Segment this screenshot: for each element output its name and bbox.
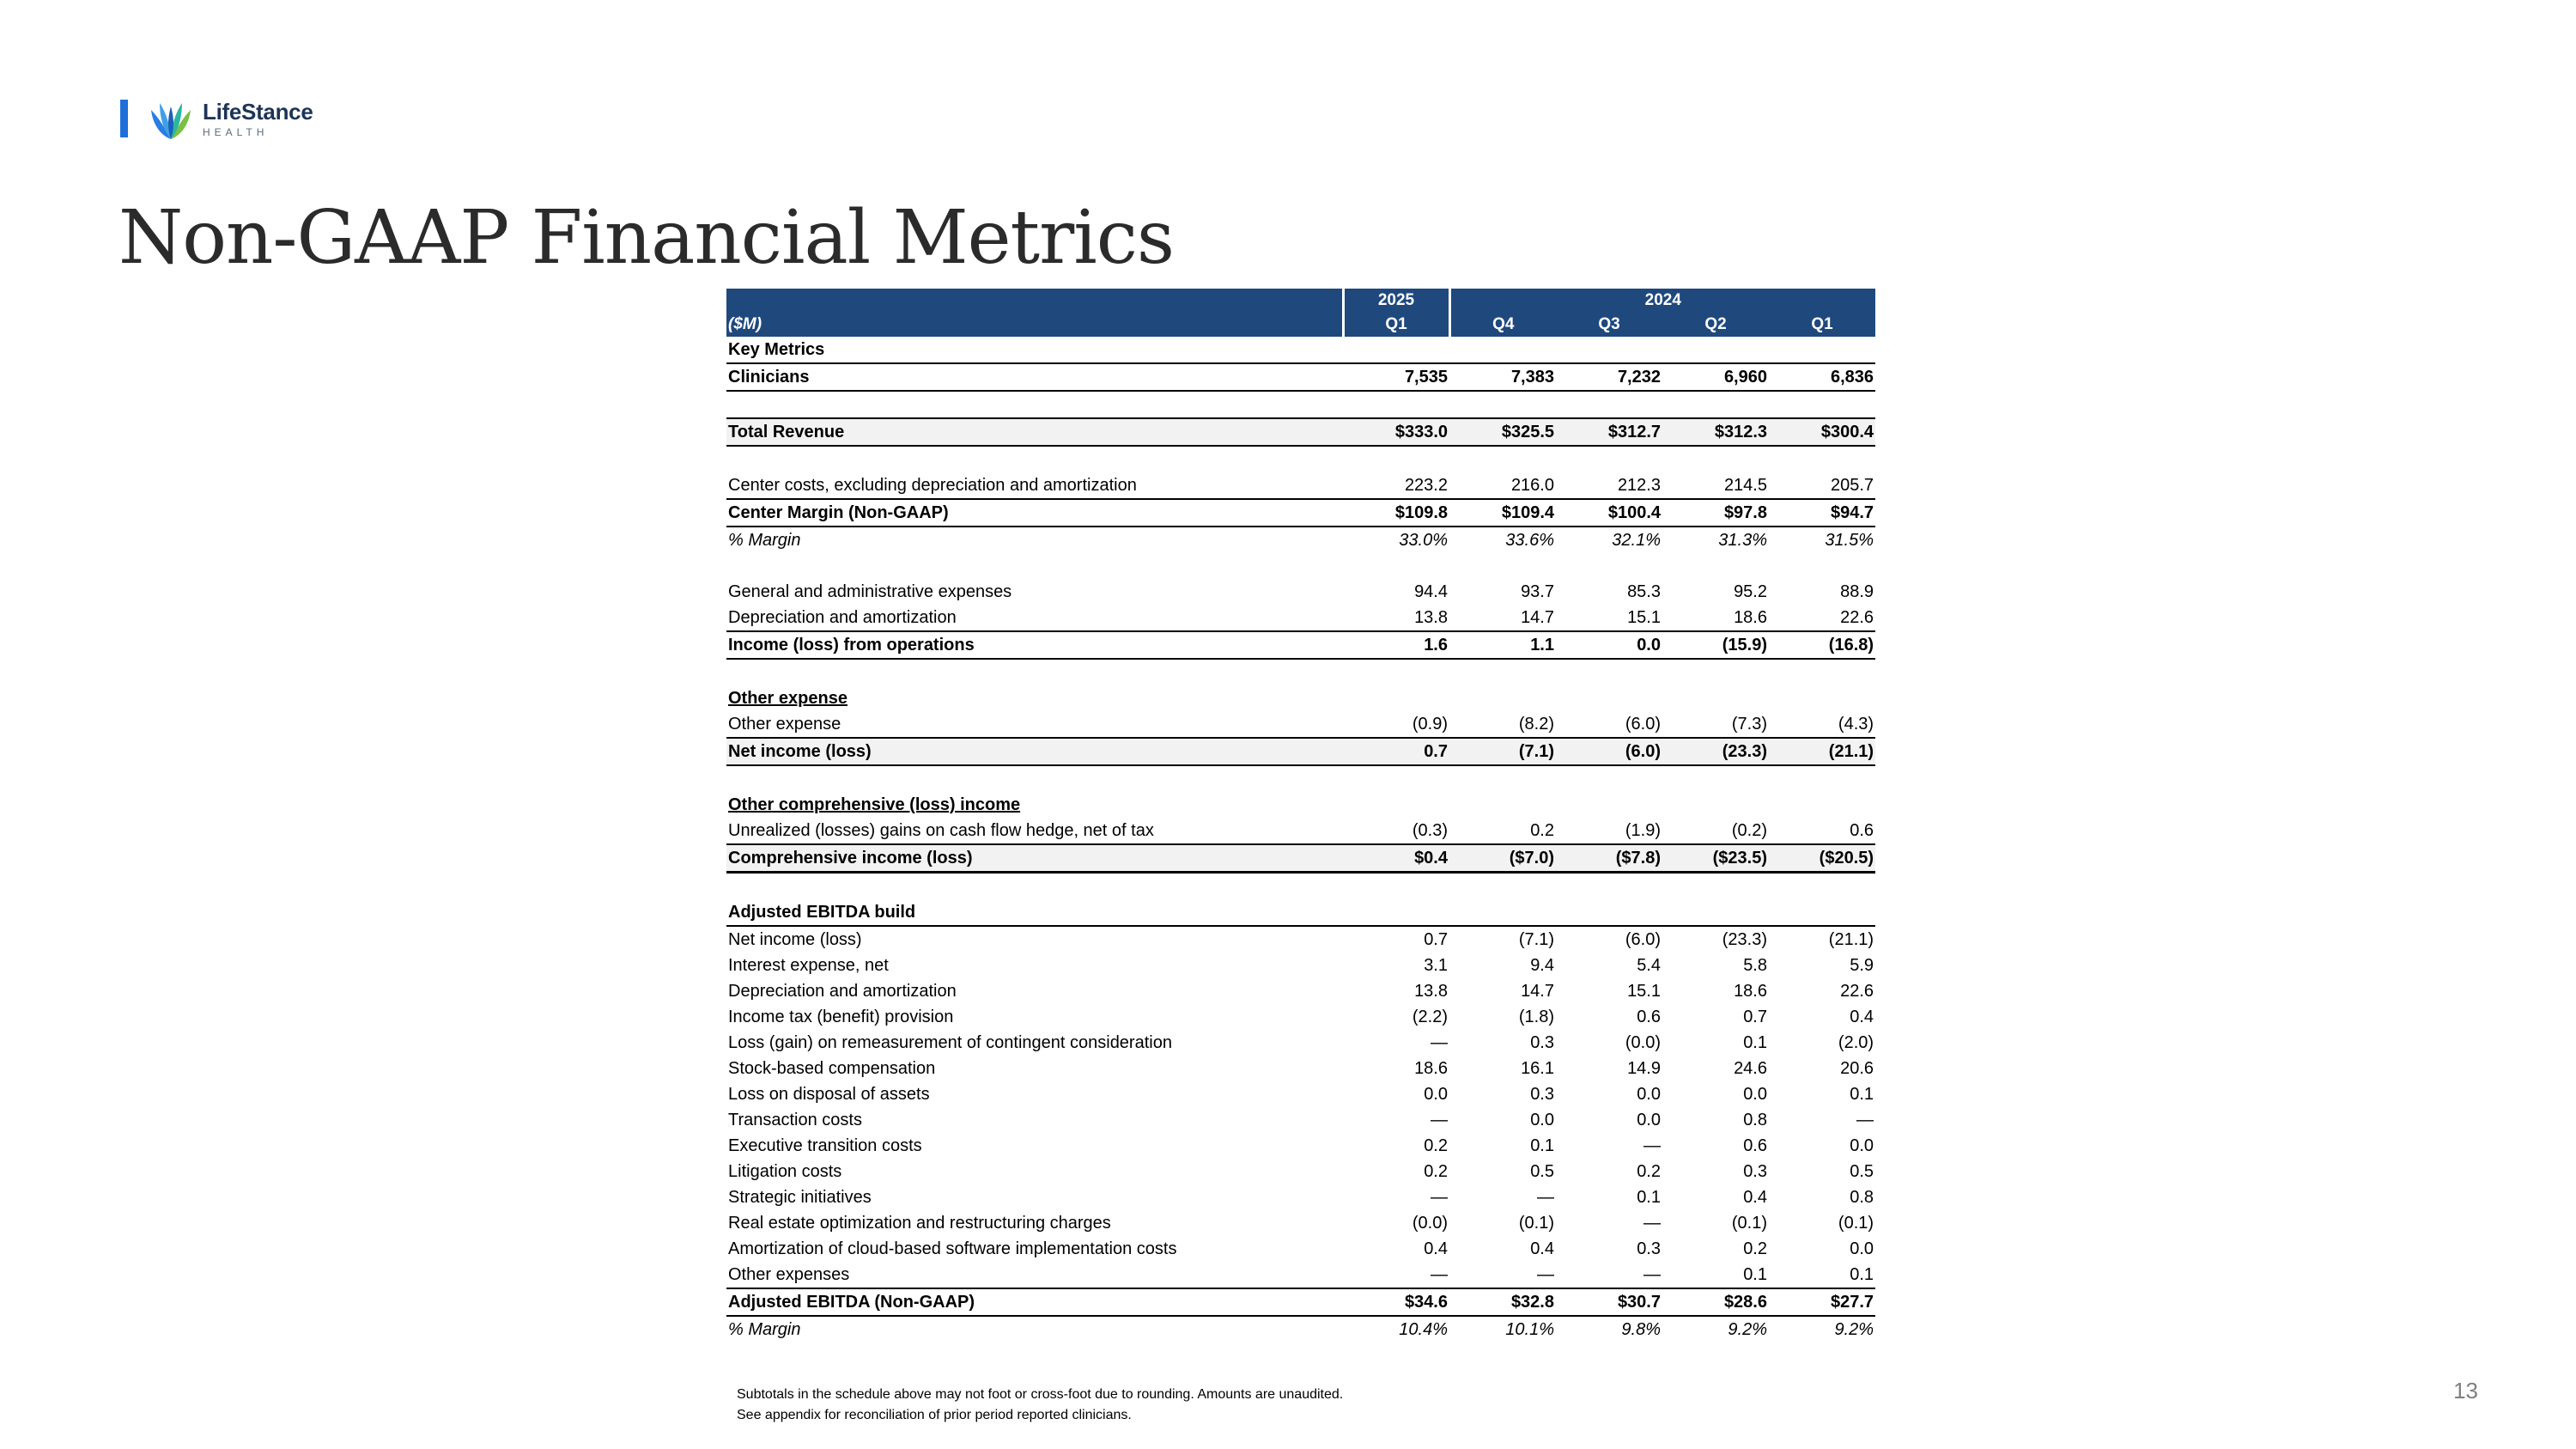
cell: ($7.0) — [1449, 844, 1556, 873]
cell: — — [1431, 1111, 1448, 1129]
cell: 14.7 — [1521, 982, 1554, 1001]
brand-name: LifeStance — [203, 99, 313, 125]
row-label: Adjusted EBITDA (Non-GAAP) — [726, 1288, 1343, 1316]
cell: $312.3 — [1662, 418, 1769, 446]
cell: 13.8 — [1343, 605, 1449, 631]
cell: — — [1537, 1188, 1554, 1207]
cell: 0.4 — [1530, 1239, 1554, 1258]
section-key-metrics — [726, 337, 1875, 363]
cell: 0.5 — [1850, 1162, 1874, 1181]
cell: 9.2% — [1834, 1320, 1874, 1339]
row-label: Transaction costs — [728, 1111, 862, 1129]
cell: ($20.5) — [1769, 844, 1875, 873]
row-label: General and administrative expenses — [728, 582, 1012, 601]
year-header-2025: 2025 — [1343, 289, 1449, 313]
row-label: Executive transition costs — [728, 1136, 922, 1155]
row-income-ops — [726, 631, 1875, 659]
ebitda-row — [726, 1107, 1875, 1133]
cell: (6.0) — [1625, 930, 1661, 949]
cell: 18.6 — [1414, 1059, 1448, 1078]
row-g-and-a — [726, 579, 1875, 605]
row-label: Interest expense, net — [728, 956, 889, 975]
quarter-header: Q2 — [1662, 313, 1769, 337]
cell: (0.1) — [1731, 1214, 1767, 1233]
cell: (4.3) — [1769, 711, 1875, 738]
cell: 0.0 — [1850, 1136, 1874, 1155]
cell: 0.3 — [1743, 1162, 1767, 1181]
cell: (23.3) — [1722, 930, 1767, 949]
row-label: Comprehensive income (loss) — [726, 844, 1343, 873]
cell: 7,535 — [1343, 363, 1449, 391]
cell: (2.2) — [1412, 1008, 1448, 1026]
cell: (8.2) — [1449, 711, 1556, 738]
cell: 88.9 — [1840, 582, 1874, 601]
cell: (1.8) — [1518, 1008, 1554, 1026]
quarter-header: Q3 — [1556, 313, 1662, 337]
cell: (16.8) — [1769, 631, 1875, 659]
cell: 14.9 — [1627, 1059, 1661, 1078]
cell: 16.1 — [1521, 1059, 1554, 1078]
cell: 6,960 — [1662, 363, 1769, 391]
row-label: Total Revenue — [726, 418, 1343, 446]
cell: 13.8 — [1414, 982, 1448, 1001]
cell: 0.5 — [1530, 1162, 1554, 1181]
row-label: Other expenses — [728, 1265, 850, 1284]
cell: 7,232 — [1556, 363, 1662, 391]
cell: 0.2 — [1449, 818, 1556, 844]
cell: (21.1) — [1828, 930, 1874, 949]
cell: 85.3 — [1627, 582, 1661, 601]
cell: 0.4 — [1424, 1239, 1448, 1258]
ebitda-row — [726, 1236, 1875, 1262]
ebitda-row — [726, 1262, 1875, 1288]
cell: $333.0 — [1343, 418, 1449, 446]
cell: — — [1643, 1136, 1661, 1155]
cell: 15.1 — [1556, 605, 1662, 631]
row-center-margin — [726, 499, 1875, 527]
row-label: Net income (loss) — [728, 930, 862, 949]
cell: 0.1 — [1850, 1085, 1874, 1104]
row-label: Real estate optimization and restructuring charges — [728, 1214, 1111, 1233]
cell: $325.5 — [1449, 418, 1556, 446]
ebitda-row — [726, 1030, 1875, 1056]
unit-label: ($M) — [726, 313, 1343, 337]
row-center-margin-pct — [726, 527, 1875, 553]
cell: 0.3 — [1530, 1033, 1554, 1052]
cell: $97.8 — [1662, 499, 1769, 527]
section-other-expense — [726, 685, 1875, 711]
cell: 33.0% — [1399, 531, 1448, 550]
row-adj-ebitda-pct — [726, 1316, 1875, 1342]
cell: — — [1431, 1033, 1448, 1052]
row-other-expense — [726, 711, 1875, 738]
cell: 0.2 — [1637, 1162, 1661, 1181]
cell: 5.8 — [1743, 956, 1767, 975]
cell: (0.9) — [1343, 711, 1449, 738]
cell: 0.8 — [1743, 1111, 1767, 1129]
cell: $300.4 — [1769, 418, 1875, 446]
cell: — — [1431, 1265, 1448, 1284]
cell: 0.8 — [1850, 1188, 1874, 1207]
quarter-header: Q1 — [1343, 313, 1449, 337]
cell: 24.6 — [1734, 1059, 1767, 1078]
cell: 0.0 — [1637, 1085, 1661, 1104]
cell: 15.1 — [1627, 982, 1661, 1001]
row-label: Stock-based compensation — [728, 1059, 936, 1078]
cell: (0.0) — [1625, 1033, 1661, 1052]
row-label: Litigation costs — [728, 1162, 842, 1181]
cell: (7.1) — [1449, 738, 1556, 765]
ebitda-row — [726, 1133, 1875, 1159]
cell: $109.8 — [1343, 499, 1449, 527]
cell: 33.6% — [1505, 531, 1554, 550]
row-label: % Margin — [728, 1320, 801, 1339]
cell: 22.6 — [1769, 605, 1875, 631]
page-number: 13 — [2453, 1378, 2478, 1403]
row-total-revenue — [726, 418, 1875, 446]
row-label: Net income (loss) — [726, 738, 1343, 765]
cell: 10.1% — [1505, 1320, 1554, 1339]
cell: $34.6 — [1343, 1288, 1449, 1316]
cell: — — [1537, 1265, 1554, 1284]
cell: 212.3 — [1556, 472, 1662, 499]
cell: $27.7 — [1769, 1288, 1875, 1316]
ebitda-row — [726, 953, 1875, 978]
cell: (6.0) — [1556, 711, 1662, 738]
cell: 18.6 — [1662, 605, 1769, 631]
cell: ($7.8) — [1556, 844, 1662, 873]
brand-accent-bar — [120, 100, 128, 137]
quarter-header-row — [726, 313, 1875, 337]
row-label: Income tax (benefit) provision — [728, 1008, 954, 1026]
cell: 0.2 — [1424, 1162, 1448, 1181]
section-label: Adjusted EBITDA build — [726, 899, 1343, 926]
cell: 1.1 — [1449, 631, 1556, 659]
cell: 31.3% — [1718, 531, 1767, 550]
cell: 0.3 — [1530, 1085, 1554, 1104]
row-label: Loss on disposal of assets — [728, 1085, 930, 1104]
row-center-costs — [726, 472, 1875, 499]
cell: $94.7 — [1769, 499, 1875, 527]
row-clinicians — [726, 363, 1875, 391]
cell: (23.3) — [1662, 738, 1769, 765]
quarter-header: Q4 — [1449, 313, 1556, 337]
cell: 0.4 — [1850, 1008, 1874, 1026]
cell: (1.9) — [1556, 818, 1662, 844]
cell: 0.7 — [1743, 1008, 1767, 1026]
row-label: Other expense — [726, 711, 1343, 738]
cell: (0.1) — [1838, 1214, 1874, 1233]
lifestance-logo-icon — [146, 94, 196, 144]
section-label: Key Metrics — [726, 337, 1343, 363]
row-label: Loss (gain) on remeasurement of contingent consideration — [728, 1033, 1172, 1052]
cell: 0.1 — [1743, 1033, 1767, 1052]
section-label: Other comprehensive (loss) income — [728, 795, 1021, 814]
cell: — — [1643, 1265, 1661, 1284]
cell: 0.2 — [1424, 1136, 1448, 1155]
cell: 6,836 — [1769, 363, 1875, 391]
cell: 0.1 — [1850, 1265, 1874, 1284]
cell: $28.6 — [1662, 1288, 1769, 1316]
cell: (21.1) — [1769, 738, 1875, 765]
cell: 22.6 — [1840, 982, 1874, 1001]
ebitda-row — [726, 1210, 1875, 1236]
cell: 0.3 — [1637, 1239, 1661, 1258]
ebitda-items — [726, 926, 1875, 1288]
brand-subtitle: HEALTH — [203, 126, 269, 138]
cell: (7.1) — [1518, 930, 1554, 949]
cell: 0.6 — [1769, 818, 1875, 844]
cell: 0.1 — [1743, 1265, 1767, 1284]
row-net-income — [726, 738, 1875, 765]
cell: 18.6 — [1734, 982, 1767, 1001]
cell: 0.0 — [1424, 1085, 1448, 1104]
cell: $32.8 — [1449, 1288, 1556, 1316]
cell: 9.4 — [1530, 956, 1554, 975]
cell: 0.1 — [1530, 1136, 1554, 1155]
cell: $30.7 — [1556, 1288, 1662, 1316]
ebitda-row — [726, 1081, 1875, 1107]
cell: 0.7 — [1424, 930, 1448, 949]
year-header-row — [726, 289, 1875, 313]
cell: 0.0 — [1637, 1111, 1661, 1129]
cell: 20.6 — [1840, 1059, 1874, 1078]
ebitda-row — [726, 1056, 1875, 1081]
cell: (0.0) — [1412, 1214, 1448, 1233]
cell: 5.9 — [1850, 956, 1874, 975]
cell: $0.4 — [1343, 844, 1449, 873]
cell: 0.0 — [1556, 631, 1662, 659]
cell: 9.2% — [1728, 1320, 1767, 1339]
cell: — — [1643, 1214, 1661, 1233]
row-label: Unrealized (losses) gains on cash flow hedge, net of tax — [726, 818, 1343, 844]
row-label: Income (loss) from operations — [726, 631, 1343, 659]
cell: $109.4 — [1449, 499, 1556, 527]
row-label: % Margin — [728, 531, 801, 550]
cell: 214.5 — [1662, 472, 1769, 499]
ebitda-row — [726, 1159, 1875, 1184]
cell: (0.1) — [1518, 1214, 1554, 1233]
section-label: Other expense — [728, 689, 848, 708]
row-adj-ebitda — [726, 1288, 1875, 1316]
section-oci — [726, 792, 1875, 818]
row-dep-amort — [726, 605, 1875, 631]
cell: 1.6 — [1343, 631, 1449, 659]
cell: 0.0 — [1530, 1111, 1554, 1129]
row-comprehensive-income — [726, 844, 1875, 873]
cell: 0.0 — [1850, 1239, 1874, 1258]
cell: (2.0) — [1838, 1033, 1874, 1052]
row-label: Amortization of cloud-based software implementation costs — [728, 1239, 1177, 1258]
row-label: Center costs, excluding depreciation and amortization — [726, 472, 1343, 499]
cell: — — [1856, 1111, 1874, 1129]
cell: (15.9) — [1662, 631, 1769, 659]
row-label: Depreciation and amortization — [726, 605, 1343, 631]
ebitda-row — [726, 926, 1875, 953]
cell: (0.2) — [1662, 818, 1769, 844]
cell: 0.2 — [1743, 1239, 1767, 1258]
row-label: Clinicians — [726, 363, 1343, 391]
cell: 93.7 — [1521, 582, 1554, 601]
row-label: Strategic initiatives — [728, 1188, 872, 1207]
row-label: Depreciation and amortization — [728, 982, 957, 1001]
page-title: Non-GAAP Financial Metrics — [118, 195, 1175, 281]
cell: (7.3) — [1662, 711, 1769, 738]
cell: 0.7 — [1343, 738, 1449, 765]
cell: 7,383 — [1449, 363, 1556, 391]
ebitda-row — [726, 1184, 1875, 1210]
cell: — — [1431, 1188, 1448, 1207]
cell: (6.0) — [1556, 738, 1662, 765]
brand-logo — [203, 100, 313, 139]
cell: 14.7 — [1449, 605, 1556, 631]
cell: $312.7 — [1556, 418, 1662, 446]
row-label: Center Margin (Non-GAAP) — [726, 499, 1343, 527]
cell: 5.4 — [1637, 956, 1661, 975]
cell: 216.0 — [1449, 472, 1556, 499]
cell: 94.4 — [1414, 582, 1448, 601]
cell: 0.0 — [1743, 1085, 1767, 1104]
cell: 32.1% — [1612, 531, 1661, 550]
cell: 3.1 — [1424, 956, 1448, 975]
cell: 223.2 — [1343, 472, 1449, 499]
cell: 31.5% — [1825, 531, 1874, 550]
year-header-2024: 2024 — [1449, 289, 1875, 313]
cell: 10.4% — [1399, 1320, 1448, 1339]
cell: ($23.5) — [1662, 844, 1769, 873]
cell: $100.4 — [1556, 499, 1662, 527]
cell: 0.1 — [1637, 1188, 1661, 1207]
cell: 0.4 — [1743, 1188, 1767, 1207]
cell: 0.6 — [1743, 1136, 1767, 1155]
row-unrealized — [726, 818, 1875, 844]
cell: (0.3) — [1343, 818, 1449, 844]
section-adjusted-ebitda — [726, 899, 1875, 926]
quarter-header: Q1 — [1769, 313, 1875, 337]
cell: 95.2 — [1734, 582, 1767, 601]
financial-metrics-table — [726, 289, 1875, 1342]
cell: 205.7 — [1769, 472, 1875, 499]
cell: 9.8% — [1621, 1320, 1661, 1339]
cell: 0.6 — [1637, 1008, 1661, 1026]
footnote: Subtotals in the schedule above may not foot or cross-foot due to rounding. Amounts are unaudited. See appendix for reconciliation of prior period reported clinicians. — [737, 1387, 1344, 1422]
ebitda-row — [726, 1004, 1875, 1030]
ebitda-row — [726, 978, 1875, 1004]
